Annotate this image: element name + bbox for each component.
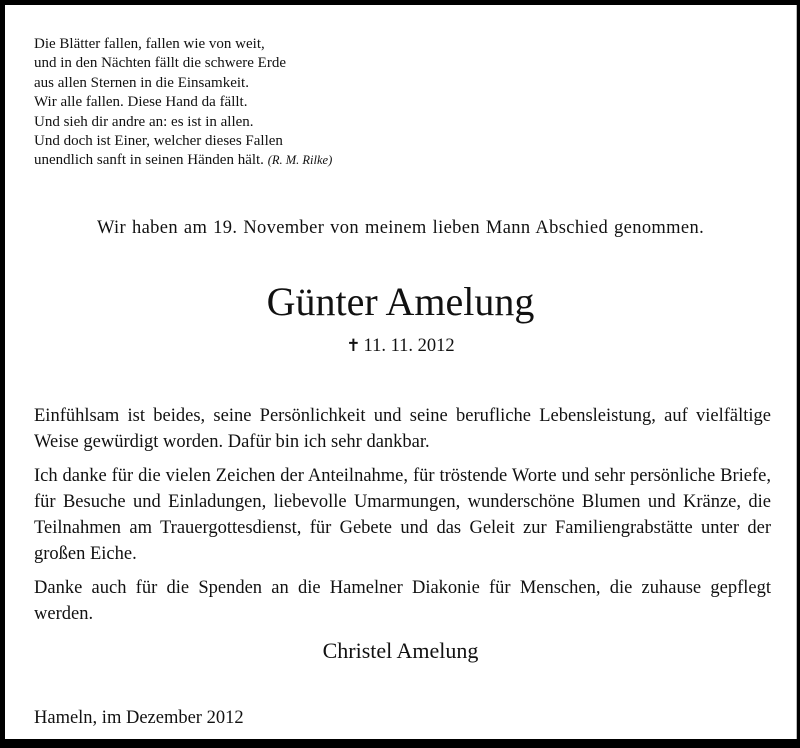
poem-line: Und doch ist Einer, welcher dieses Fallen [34, 133, 283, 150]
poem-line: Die Blätter fallen, fallen wie von weit, [34, 36, 265, 52]
death-date-line [5, 336, 796, 357]
poem [34, 35, 332, 171]
poem-line-last [34, 151, 332, 170]
thanks-text [34, 403, 771, 635]
paragraph: Danke auch für die Spenden an die Hamelner Diakonie für Menschen, die zuhause gepflegt werden. [34, 578, 771, 624]
poem-line: aus allen Sternen in die Einsamkeit. [34, 74, 249, 91]
poem-line: Und sieh dir andre an: es ist in allen. [34, 113, 254, 130]
place-date: Hameln, im Dezember 2012 [34, 708, 244, 728]
paragraph: Ich danke für die vielen Zeichen der Anteilnahme, für tröstende Worte und sehr persönliche Briefe, für Besuche und Einladungen, liebevolle Umarmungen, wunderschöne Blumen und Kränze, die Teilnahmen am Trauergottesdienst, für Gebete und das Geleit zur Familiengrabstätte unter der großen Eiche. [34, 466, 771, 564]
poem-line: Wir alle fallen. Diese Hand da fällt. [34, 94, 248, 111]
paragraph: Einfühlsam ist beides, seine Persönlichkeit und seine berufliche Lebensleistung, auf vielfältige Weise gewürdigt worden. Dafür bin ich sehr dankbar. [34, 406, 771, 452]
death-date: 11. 11. 2012 [363, 336, 455, 356]
intro-statement: Wir haben am 19. November von meinem lieben Mann Abschied genommen. [96, 218, 705, 238]
cross-icon: ✝ [346, 336, 361, 356]
poem-line-text: unendlich sanft in seinen Händen hält. [34, 152, 264, 169]
obituary-notice [5, 5, 797, 739]
signature: Christel Amelung [322, 638, 479, 663]
poem-line: und in den Nächten fällt die schwere Erde [34, 55, 286, 72]
poem-author: (R. M. Rilke) [267, 153, 333, 168]
deceased-name: Günter Amelung [266, 279, 535, 324]
